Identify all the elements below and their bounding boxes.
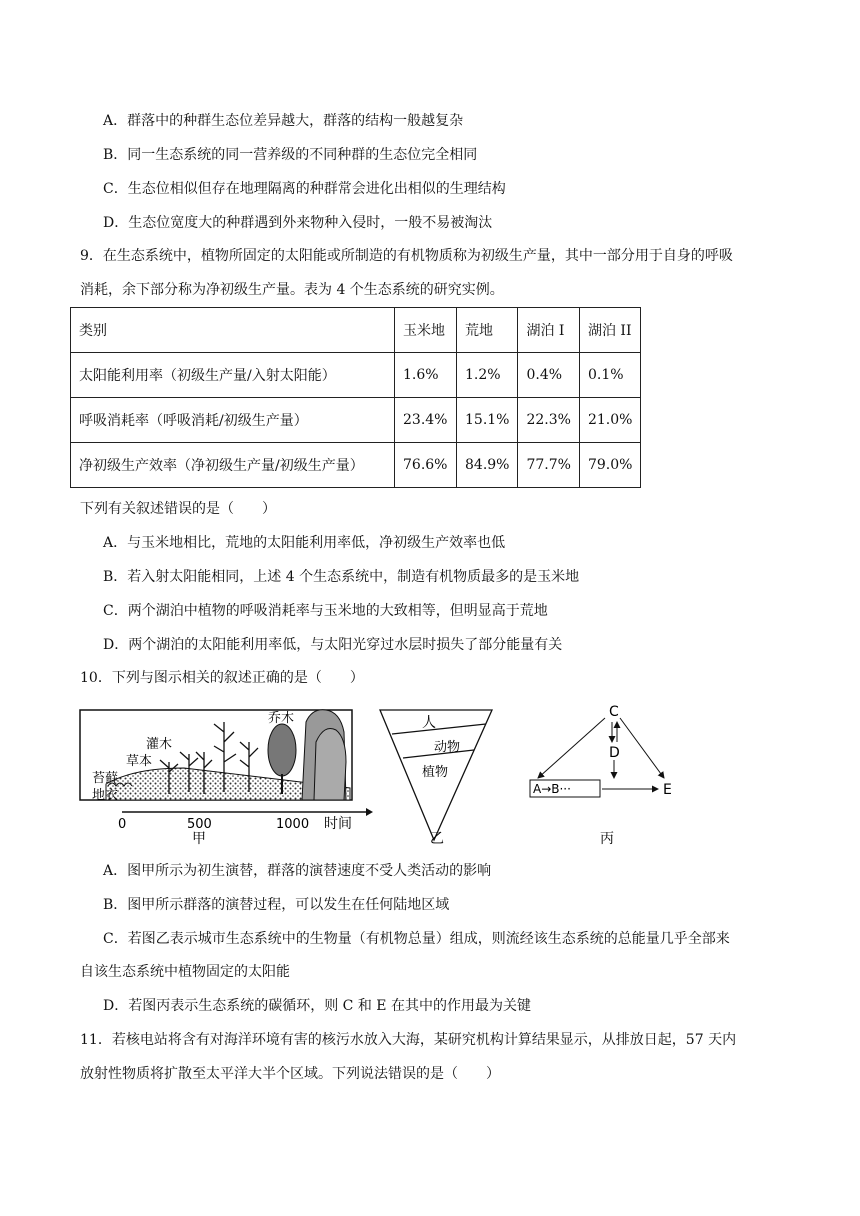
q9-option-b: B．若入射太阳能相同，上述 4 个生态系统中，制造有机物质最多的是玉米地	[103, 569, 580, 585]
label-animal: 动物	[434, 740, 461, 755]
table-header-cell: 荒地	[457, 308, 518, 353]
figure-yi-pyramid	[378, 702, 498, 847]
q9-stem-line1: 9．在生态系统中，植物所固定的太阳能或所制造的有机物质称为初级生产量，其中一部分用于自身的呼吸	[80, 248, 733, 264]
figure-caption: 甲	[192, 831, 206, 847]
table-row	[71, 398, 641, 443]
table-cell: 79.0%	[579, 443, 640, 488]
figure-caption: 丙	[600, 831, 614, 847]
table-header-cell: 湖泊 I	[518, 308, 579, 353]
table-header-cell: 玉米地	[395, 308, 457, 353]
table-cell: 0.4%	[518, 353, 579, 398]
tick-label: 1000	[276, 817, 310, 832]
figure-caption: 乙	[430, 831, 444, 847]
table-cell: 22.3%	[518, 398, 579, 443]
q9-option-d: D．两个湖泊的太阳能利用率低，与太阳光穿过水层时损失了部分能量有关	[103, 637, 563, 653]
q8-option-b: B．同一生态系统的同一营养级的不同种群的生态位完全相同	[103, 147, 478, 163]
label-arbor: 乔木	[268, 711, 295, 726]
table-cell: 77.7%	[518, 443, 579, 488]
table-cell: 21.0%	[579, 398, 640, 443]
q11-stem-line1: 11．若核电站将含有对海洋环境有害的核污水放入大海，某研究机构计算结果显示，从排放日起，57 天内	[80, 1032, 737, 1048]
table-row	[71, 353, 641, 398]
table-cell: 呼吸消耗率（呼吸消耗/初级生产量）	[71, 398, 395, 443]
table-header-row	[71, 308, 641, 353]
label-moss: 苔藓	[92, 771, 119, 786]
q10-option-c: C．若图乙表示城市生态系统中的生物量（有机物总量）组成，则流经该生态系统的总能量几乎全部来	[103, 931, 730, 947]
q9-data-table	[70, 307, 641, 488]
table-cell: 1.2%	[457, 353, 518, 398]
table-cell: 15.1%	[457, 398, 518, 443]
table-cell: 1.6%	[395, 353, 457, 398]
tree-shape	[268, 724, 296, 776]
q10-option-b: B．图甲所示群落的演替过程，可以发生在任何陆地区域	[103, 897, 450, 913]
q9-option-a: A．与玉米地相比，荒地的太阳能利用率低，净初级生产效率也低	[103, 535, 506, 551]
q9-stem-line2: 消耗，余下部分称为净初级生产量。表为 4 个生态系统的研究实例。	[80, 282, 504, 298]
table-cell: 23.4%	[395, 398, 457, 443]
label-herb: 草本	[126, 754, 153, 769]
table-row	[71, 443, 641, 488]
q8-option-c: C．生态位相似但存在地理隔离的种群常会进化出相似的生理结构	[103, 181, 506, 197]
q8-option-d: D．生态位宽度大的种群遇到外来物种入侵时，一般不易被淘汰	[103, 215, 493, 231]
label-human: 人	[422, 715, 436, 731]
table-cell: 84.9%	[457, 443, 518, 488]
q9-option-c: C．两个湖泊中植物的呼吸消耗率与玉米地的大致相等，但明显高于荒地	[103, 603, 548, 619]
table-header-cell: 湖泊 II	[579, 308, 640, 353]
axis-label: 时间	[324, 816, 352, 832]
q8-option-a: A．群落中的种群生态位差异越大，群落的结构一般越复杂	[103, 113, 464, 129]
table-cell: 0.1%	[579, 353, 640, 398]
figure-jia-succession	[74, 702, 374, 847]
table-cell: 76.6%	[395, 443, 457, 488]
q10-stem: 10．下列与图示相关的叙述正确的是（ ）	[80, 670, 364, 686]
q10-option-d: D．若图丙表示生态系统的碳循环，则 C 和 E 在其中的作用最为关键	[103, 998, 531, 1014]
tree-shape	[314, 729, 346, 801]
table-header-cell: 类别	[71, 308, 395, 353]
label-ab: A→B···	[533, 782, 571, 796]
label-d: D	[609, 745, 620, 761]
label-lichen: 地衣	[92, 788, 119, 803]
label-plant: 植物	[422, 765, 449, 780]
label-c: C	[609, 704, 619, 720]
tick-label: 500	[187, 817, 212, 832]
table-cell: 净初级生产效率（净初级生产量/初级生产量）	[71, 443, 395, 488]
q9-prompt: 下列有关叙述错误的是（ ）	[80, 501, 276, 517]
label-e: E	[663, 782, 672, 798]
q11-stem-line2: 放射性物质将扩散至太平洋大半个区域。下列说法错误的是（ ）	[80, 1066, 500, 1082]
q10-option-c-cont: 自该生态系统中植物固定的太阳能	[80, 964, 290, 980]
label-shrub: 灌木	[146, 737, 173, 752]
q10-option-a: A．图甲所示为初生演替，群落的演替速度不受人类活动的影响	[103, 863, 492, 879]
figure-bing-carbon-cycle	[520, 702, 690, 847]
table-cell: 太阳能利用率（初级生产量/入射太阳能）	[71, 353, 395, 398]
tick-label: 0	[118, 817, 127, 832]
